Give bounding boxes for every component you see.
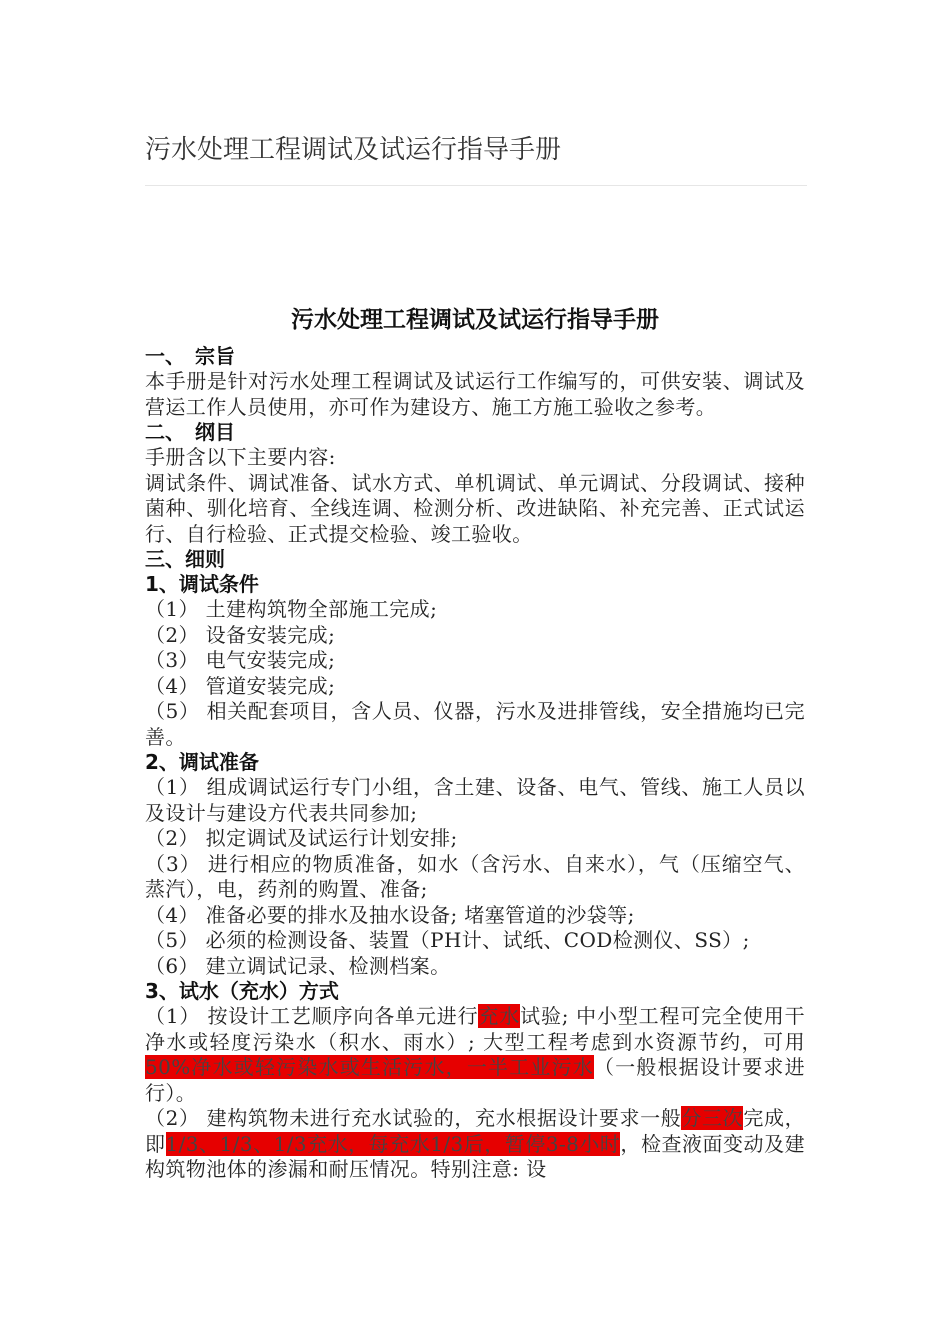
text-run: （一般根据设计要求进行）。	[145, 1055, 805, 1105]
page-title: 污水处理工程调试及试运行指导手册	[145, 135, 562, 165]
list-item: （5） 相关配套项目，含人员、仪器，污水及进排管线，安全措施均已完善。	[145, 699, 805, 749]
section-outline-heading: 二、 纲目	[145, 420, 235, 444]
text-run: ，检查液面变动及建构筑物池体的渗漏和耐压情况。特别注意: 设	[145, 1131, 805, 1181]
list-item: （1） 组成调试运行专门小组，含土建、设备、电气、管线、施工人员以及设计与建设方代表共同参加;	[145, 775, 805, 825]
list-item: （6） 建立调试记录、检测档案。	[145, 953, 451, 978]
list-item: （4） 管道安装完成;	[145, 673, 336, 698]
section-purpose-heading: 一、 宗旨	[145, 344, 235, 368]
subsection-conditions-heading: 1、调试条件	[145, 572, 259, 596]
list-item	[145, 1106, 805, 1183]
list-item: （4） 准备必要的排水及抽水设备; 堵塞管道的沙袋等;	[145, 902, 635, 927]
section-purpose-text: 本手册是针对污水处理工程调试及试运行工作编写的，可供安装、调试及营运工作人员使用，亦可作为建设方、施工方施工验收之参考。	[145, 369, 805, 419]
list-item: （2） 设备安装完成;	[145, 622, 336, 647]
section-outline-text: 调试条件、调试准备、试水方式、单机调试、单元调试、分段调试、接种菌种、驯化培育、全线连调、检测分析、改进缺陷、补充完善、正式试运行、自行检验、正式提交检验、竣工验收。	[145, 470, 805, 546]
document-title: 污水处理工程调试及试运行指导手册	[291, 307, 659, 333]
section-details-heading: 三、细则	[145, 547, 225, 571]
highlighted-text: 50%净水或轻污染水或生活污水，一半工业污水	[145, 1055, 594, 1079]
title-divider	[145, 185, 807, 186]
text-run: （2） 建构筑物未进行充水试验的，充水根据设计要求一般	[145, 1106, 682, 1130]
list-item: （5） 必须的检测设备、装置（PH计、试纸、COD检测仪、SS）;	[145, 928, 750, 952]
subsection-water-test-heading: 3、试水（充水）方式	[145, 979, 339, 1003]
section-outline-intro: 手册含以下主要内容:	[145, 445, 336, 469]
highlighted-text: 1/3、1/3、1/3充水，每充水1/3后，暂停3-8小时	[165, 1131, 621, 1156]
list-item: （3） 电气安装完成;	[145, 648, 336, 672]
highlighted-text: 充水	[478, 1004, 521, 1028]
list-item: （1） 土建构筑物全部施工完成;	[145, 597, 438, 621]
list-item: （2） 拟定调试及试运行计划安排;	[145, 826, 458, 850]
list-item: （3） 进行相应的物质准备，如水（含污水、自来水），气（压缩空气、蒸汽），电，药剂的购置、准备;	[145, 851, 805, 901]
text-run: 完成，即	[145, 1106, 806, 1156]
document-body	[145, 300, 805, 1183]
text-run: 试验; 中小型工程可完全使用干净水或轻度污染水（积水、雨水）; 大型工程考虑到水资源节约，可用	[145, 1004, 805, 1054]
subsection-preparation-heading: 2、调试准备	[145, 750, 259, 774]
list-item	[145, 1004, 805, 1106]
text-run: （1） 按设计工艺顺序向各单元进行	[145, 1004, 479, 1028]
highlighted-text: 分三次	[681, 1106, 744, 1130]
